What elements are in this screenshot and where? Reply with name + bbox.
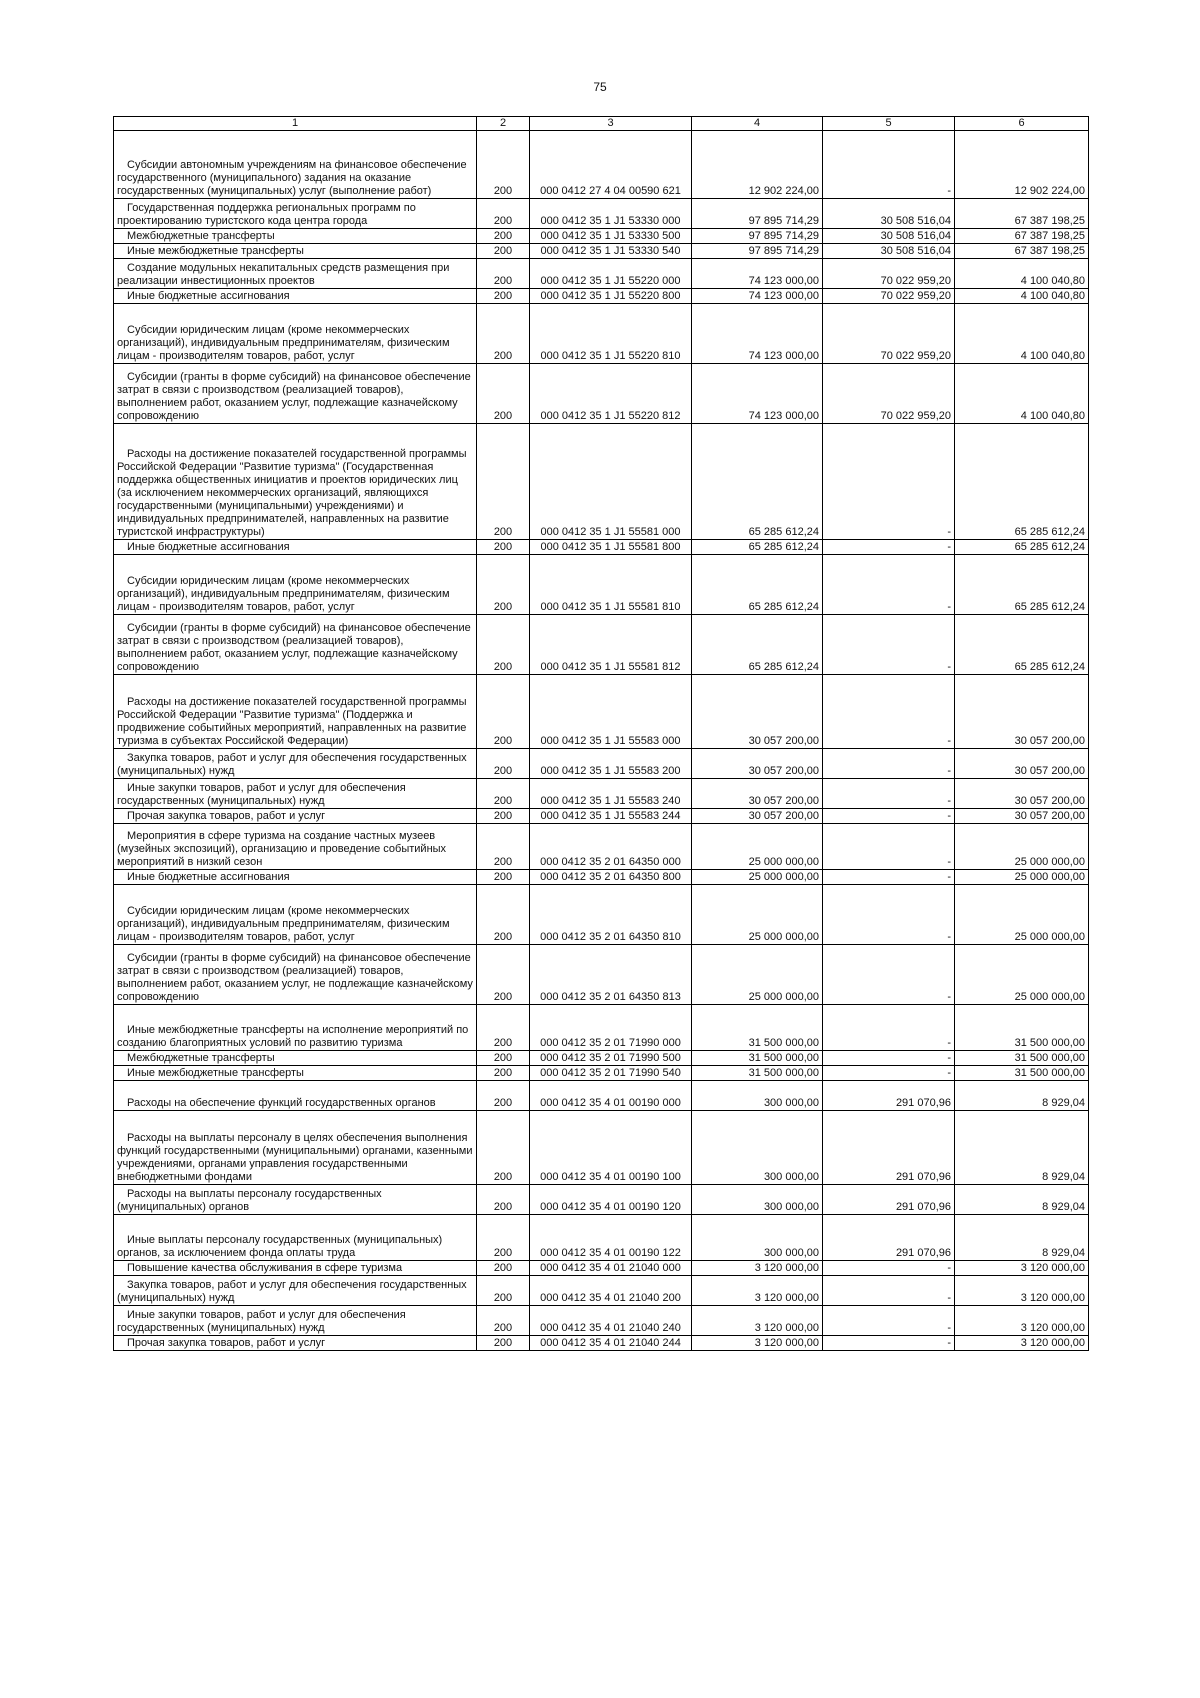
row-remaining: 3 120 000,00: [955, 1276, 1089, 1306]
row-name: [114, 229, 477, 244]
row-name-text: Субсидии автономным учреждениям на финансовое обеспечение государственного (муниципального) задания на оказание государственных (муниципальных) услуг (выполнение работ): [117, 159, 467, 197]
row-remaining: 31 500 000,00: [955, 1005, 1089, 1051]
row-executed: 70 022 959,20: [823, 304, 955, 364]
row-kbk: 000 0412 35 4 01 00190 122: [530, 1215, 692, 1261]
row-kbk: 000 0412 35 4 01 00190 000: [530, 1081, 692, 1111]
row-approved: 3 120 000,00: [692, 1276, 823, 1306]
row-name-text: Повышение качества обслуживания в сфере туризма: [127, 1262, 403, 1274]
row-executed: -: [823, 779, 955, 809]
row-kbk: 000 0412 35 1 J1 55583 200: [530, 749, 692, 779]
table-row: [114, 809, 1089, 824]
row-name-text: Субсидии юридическим лицам (кроме некоммерческих организаций), индивидуальным предпринимателям, физическим лицам - производителям товаров, работ, услуг: [117, 575, 450, 613]
row-remaining: 3 120 000,00: [955, 1306, 1089, 1336]
row-approved: 30 057 200,00: [692, 749, 823, 779]
row-name: [114, 945, 477, 1005]
row-kbk: 000 0412 35 2 01 64350 000: [530, 824, 692, 870]
row-executed: -: [823, 885, 955, 945]
row-name: [114, 1051, 477, 1066]
row-remaining: 3 120 000,00: [955, 1261, 1089, 1276]
row-approved: 300 000,00: [692, 1111, 823, 1185]
row-executed: -: [823, 1336, 955, 1351]
row-kbk: 000 0412 35 2 01 71990 000: [530, 1005, 692, 1051]
row-executed: -: [823, 1276, 955, 1306]
row-kbk: 000 0412 35 1 J1 55583 000: [530, 675, 692, 749]
row-code: 200: [477, 1261, 530, 1276]
row-name-text: Прочая закупка товаров, работ и услуг: [127, 810, 326, 822]
row-executed: -: [823, 809, 955, 824]
row-remaining: 25 000 000,00: [955, 870, 1089, 885]
row-kbk: 000 0412 35 4 01 00190 100: [530, 1111, 692, 1185]
row-approved: 300 000,00: [692, 1081, 823, 1111]
row-executed: -: [823, 1051, 955, 1066]
table-row: [114, 1276, 1089, 1306]
row-remaining: 4 100 040,80: [955, 289, 1089, 304]
header-col-2: 2: [477, 117, 530, 131]
row-approved: 30 057 200,00: [692, 809, 823, 824]
row-kbk: 000 0412 35 1 J1 53330 000: [530, 199, 692, 229]
row-name-text: Субсидии (гранты в форме субсидий) на финансовое обеспечение затрат в связи с производством (реализацией товаров), выполнением работ, оказанием услуг, подлежащие казначейскому сопровождению: [117, 622, 471, 673]
row-remaining: 65 285 612,24: [955, 555, 1089, 615]
row-executed: -: [823, 945, 955, 1005]
row-approved: 97 895 714,29: [692, 244, 823, 259]
row-approved: 3 120 000,00: [692, 1306, 823, 1336]
page-number: 75: [593, 80, 607, 94]
row-approved: 31 500 000,00: [692, 1051, 823, 1066]
header-col-6: 6: [955, 117, 1089, 131]
row-remaining: 25 000 000,00: [955, 885, 1089, 945]
table-row: [114, 615, 1089, 675]
row-name: [114, 779, 477, 809]
table-row: [114, 1111, 1089, 1185]
row-approved: 12 902 224,00: [692, 131, 823, 199]
row-code: 200: [477, 424, 530, 540]
row-remaining: 3 120 000,00: [955, 1336, 1089, 1351]
row-code: 200: [477, 229, 530, 244]
row-remaining: 4 100 040,80: [955, 259, 1089, 289]
row-name: [114, 824, 477, 870]
row-approved: 97 895 714,29: [692, 199, 823, 229]
table-row: [114, 229, 1089, 244]
row-code: 200: [477, 199, 530, 229]
row-name: [114, 199, 477, 229]
row-name: [114, 540, 477, 555]
row-executed: -: [823, 1066, 955, 1081]
row-name: [114, 259, 477, 289]
table-row: [114, 1066, 1089, 1081]
row-name-text: Закупка товаров, работ и услуг для обеспечения государственных (муниципальных) нужд: [117, 752, 467, 777]
row-remaining: 25 000 000,00: [955, 824, 1089, 870]
row-executed: 70 022 959,20: [823, 364, 955, 424]
row-code: 200: [477, 675, 530, 749]
row-remaining: 67 387 198,25: [955, 229, 1089, 244]
row-name-text: Расходы на достижение показателей государственной программы Российской Федерации "Развитие туризма" (Поддержка и продвижение событийных мероприятий, направленных на развитие туризма в субъектах Российской Федерации): [117, 696, 467, 747]
row-remaining: 4 100 040,80: [955, 364, 1089, 424]
row-executed: 291 070,96: [823, 1185, 955, 1215]
row-executed: 291 070,96: [823, 1111, 955, 1185]
row-executed: 291 070,96: [823, 1215, 955, 1261]
table-row: [114, 870, 1089, 885]
row-executed: -: [823, 424, 955, 540]
row-code: 200: [477, 1111, 530, 1185]
row-name: [114, 1276, 477, 1306]
row-name-text: Государственная поддержка региональных программ по проектированию туристского кода центра города: [117, 202, 416, 227]
row-name-text: Субсидии (гранты в форме субсидий) на финансовое обеспечение затрат в связи с производством (реализацией) товаров, выполнением работ, оказанием услуг, не подлежащие казначейскому сопровождению: [117, 952, 473, 1003]
row-code: 200: [477, 1215, 530, 1261]
table-row: [114, 199, 1089, 229]
row-code: 200: [477, 885, 530, 945]
row-approved: 65 285 612,24: [692, 424, 823, 540]
header-col-5: 5: [823, 117, 955, 131]
row-kbk: 000 0412 27 4 04 00590 621: [530, 131, 692, 199]
row-executed: 30 508 516,04: [823, 229, 955, 244]
row-name: [114, 1066, 477, 1081]
row-kbk: 000 0412 35 4 01 00190 120: [530, 1185, 692, 1215]
row-executed: -: [823, 749, 955, 779]
row-name: [114, 675, 477, 749]
row-remaining: 65 285 612,24: [955, 540, 1089, 555]
row-kbk: 000 0412 35 1 J1 53330 500: [530, 229, 692, 244]
table-row: [114, 749, 1089, 779]
row-name: [114, 1005, 477, 1051]
row-executed: 30 508 516,04: [823, 244, 955, 259]
row-remaining: 31 500 000,00: [955, 1066, 1089, 1081]
row-code: 200: [477, 779, 530, 809]
row-kbk: 000 0412 35 1 J1 55220 812: [530, 364, 692, 424]
row-code: 200: [477, 259, 530, 289]
table-row: [114, 131, 1089, 199]
row-name-text: Мероприятия в сфере туризма на создание частных музеев (музейных экспозиций), организацию и проведение событийных мероприятий в низкий сезон: [117, 830, 447, 868]
row-code: 200: [477, 1081, 530, 1111]
row-name: [114, 1185, 477, 1215]
row-code: 200: [477, 1185, 530, 1215]
row-name-text: Иные выплаты персоналу государственных (муниципальных) органов, за исключением фонда оплаты труда: [117, 1234, 443, 1259]
row-executed: 70 022 959,20: [823, 259, 955, 289]
row-approved: 25 000 000,00: [692, 870, 823, 885]
table-row: [114, 1005, 1089, 1051]
row-approved: 65 285 612,24: [692, 555, 823, 615]
row-name: [114, 1081, 477, 1111]
row-approved: 74 123 000,00: [692, 364, 823, 424]
table-row: [114, 555, 1089, 615]
row-approved: 65 285 612,24: [692, 615, 823, 675]
table-row: [114, 1336, 1089, 1351]
row-name-text: Субсидии (гранты в форме субсидий) на финансовое обеспечение затрат в связи с производством (реализацией товаров), выполнением работ, оказанием услуг, подлежащие казначейскому сопровождению: [117, 371, 471, 422]
row-executed: -: [823, 870, 955, 885]
row-approved: 25 000 000,00: [692, 885, 823, 945]
row-kbk: 000 0412 35 4 01 21040 200: [530, 1276, 692, 1306]
row-remaining: 30 057 200,00: [955, 809, 1089, 824]
row-remaining: 8 929,04: [955, 1111, 1089, 1185]
row-name: [114, 1306, 477, 1336]
row-remaining: 65 285 612,24: [955, 615, 1089, 675]
row-code: 200: [477, 1051, 530, 1066]
row-code: 200: [477, 1306, 530, 1336]
table-row: [114, 259, 1089, 289]
header-col-1: 1: [114, 117, 477, 131]
table-row: [114, 885, 1089, 945]
row-code: 200: [477, 945, 530, 1005]
row-executed: 30 508 516,04: [823, 199, 955, 229]
row-executed: -: [823, 1005, 955, 1051]
row-code: 200: [477, 131, 530, 199]
row-approved: 31 500 000,00: [692, 1005, 823, 1051]
row-kbk: 000 0412 35 2 01 64350 810: [530, 885, 692, 945]
row-remaining: 8 929,04: [955, 1185, 1089, 1215]
budget-table-body: [114, 117, 1089, 1351]
row-kbk: 000 0412 35 1 J1 55581 800: [530, 540, 692, 555]
row-approved: 31 500 000,00: [692, 1066, 823, 1081]
row-kbk: 000 0412 35 1 J1 55581 812: [530, 615, 692, 675]
row-code: 200: [477, 1066, 530, 1081]
row-code: 200: [477, 555, 530, 615]
row-name: [114, 885, 477, 945]
row-code: 200: [477, 870, 530, 885]
row-code: 200: [477, 749, 530, 779]
row-name-text: Создание модульных некапитальных средств размещения при реализации инвестиционных проектов: [117, 262, 450, 287]
row-name-text: Межбюджетные трансферты: [127, 1052, 275, 1064]
row-name: [114, 555, 477, 615]
row-name-text: Иные межбюджетные трансферты: [127, 245, 304, 257]
row-remaining: 31 500 000,00: [955, 1051, 1089, 1066]
row-name-text: Иные межбюджетные трансферты на исполнение мероприятий по созданию благоприятных условий по развитию туризма: [117, 1024, 469, 1049]
row-name: [114, 1261, 477, 1276]
row-remaining: 67 387 198,25: [955, 244, 1089, 259]
row-name-text: Расходы на обеспечение функций государственных органов: [127, 1097, 436, 1109]
header-col-3: 3: [530, 117, 692, 131]
table-row: [114, 675, 1089, 749]
row-name: [114, 289, 477, 304]
row-approved: 3 120 000,00: [692, 1336, 823, 1351]
table-row: [114, 1051, 1089, 1066]
table-row: [114, 540, 1089, 555]
row-code: 200: [477, 289, 530, 304]
row-executed: 70 022 959,20: [823, 289, 955, 304]
row-remaining: 4 100 040,80: [955, 304, 1089, 364]
row-kbk: 000 0412 35 1 J1 55581 000: [530, 424, 692, 540]
table-row: [114, 364, 1089, 424]
row-executed: 291 070,96: [823, 1081, 955, 1111]
row-remaining: 25 000 000,00: [955, 945, 1089, 1005]
row-remaining: 30 057 200,00: [955, 749, 1089, 779]
table-row: [114, 289, 1089, 304]
table-row: [114, 1081, 1089, 1111]
row-kbk: 000 0412 35 4 01 21040 000: [530, 1261, 692, 1276]
row-remaining: 67 387 198,25: [955, 199, 1089, 229]
row-name-text: Иные бюджетные ассигнования: [127, 290, 290, 302]
row-kbk: 000 0412 35 1 J1 55583 244: [530, 809, 692, 824]
table-row: [114, 304, 1089, 364]
row-kbk: 000 0412 35 2 01 71990 540: [530, 1066, 692, 1081]
table-row: [114, 945, 1089, 1005]
row-name: [114, 364, 477, 424]
row-name-text: Иные бюджетные ассигнования: [127, 541, 290, 553]
row-approved: 25 000 000,00: [692, 945, 823, 1005]
row-name: [114, 1111, 477, 1185]
row-kbk: 000 0412 35 1 J1 55581 810: [530, 555, 692, 615]
row-approved: 74 123 000,00: [692, 259, 823, 289]
row-kbk: 000 0412 35 1 J1 55220 800: [530, 289, 692, 304]
row-name: [114, 809, 477, 824]
row-name-text: Иные закупки товаров, работ и услуг для обеспечения государственных (муниципальных) нужд: [117, 1309, 406, 1334]
row-name-text: Закупка товаров, работ и услуг для обеспечения государственных (муниципальных) нужд: [117, 1279, 467, 1304]
row-kbk: 000 0412 35 2 01 71990 500: [530, 1051, 692, 1066]
row-code: 200: [477, 1005, 530, 1051]
row-approved: 65 285 612,24: [692, 540, 823, 555]
row-name-text: Субсидии юридическим лицам (кроме некоммерческих организаций), индивидуальным предпринимателям, физическим лицам - производителям товаров, работ, услуг: [117, 324, 450, 362]
row-approved: 3 120 000,00: [692, 1261, 823, 1276]
row-name-text: Иные межбюджетные трансферты: [127, 1067, 304, 1079]
table-row: [114, 779, 1089, 809]
row-executed: -: [823, 824, 955, 870]
row-kbk: 000 0412 35 4 01 21040 244: [530, 1336, 692, 1351]
row-code: 200: [477, 824, 530, 870]
table-row: [114, 824, 1089, 870]
row-code: 200: [477, 1336, 530, 1351]
row-code: 200: [477, 1276, 530, 1306]
row-name-text: Межбюджетные трансферты: [127, 230, 275, 242]
row-approved: 74 123 000,00: [692, 289, 823, 304]
table-row: [114, 244, 1089, 259]
row-executed: -: [823, 615, 955, 675]
row-kbk: 000 0412 35 2 01 64350 800: [530, 870, 692, 885]
header-col-4: 4: [692, 117, 823, 131]
table-row: [114, 424, 1089, 540]
row-kbk: 000 0412 35 1 J1 55220 000: [530, 259, 692, 289]
table-row: [114, 1261, 1089, 1276]
row-approved: 30 057 200,00: [692, 675, 823, 749]
row-code: 200: [477, 615, 530, 675]
row-kbk: 000 0412 35 4 01 21040 240: [530, 1306, 692, 1336]
row-name-text: Иные закупки товаров, работ и услуг для обеспечения государственных (муниципальных) нужд: [117, 782, 406, 807]
row-name-text: Иные бюджетные ассигнования: [127, 871, 290, 883]
row-remaining: 30 057 200,00: [955, 675, 1089, 749]
row-name: [114, 749, 477, 779]
row-remaining: 30 057 200,00: [955, 779, 1089, 809]
row-executed: -: [823, 675, 955, 749]
table-row: [114, 1306, 1089, 1336]
row-executed: -: [823, 540, 955, 555]
row-kbk: 000 0412 35 1 J1 55583 240: [530, 779, 692, 809]
row-name: [114, 131, 477, 199]
row-code: 200: [477, 364, 530, 424]
row-code: 200: [477, 540, 530, 555]
row-code: 200: [477, 304, 530, 364]
row-remaining: 65 285 612,24: [955, 424, 1089, 540]
table-header-row: [114, 117, 1089, 131]
row-kbk: 000 0412 35 2 01 64350 813: [530, 945, 692, 1005]
table-row: [114, 1185, 1089, 1215]
row-name-text: Расходы на выплаты персоналу в целях обеспечения выполнения функций государственными (муниципальными) органами, казенными учреждениями, органами управления государственными внебюджетными фондами: [117, 1132, 473, 1183]
row-kbk: 000 0412 35 1 J1 53330 540: [530, 244, 692, 259]
row-executed: -: [823, 1261, 955, 1276]
table-row: [114, 1215, 1089, 1261]
row-code: 200: [477, 244, 530, 259]
row-name: [114, 870, 477, 885]
row-approved: 25 000 000,00: [692, 824, 823, 870]
row-name: [114, 304, 477, 364]
row-code: 200: [477, 809, 530, 824]
row-name: [114, 1336, 477, 1351]
row-name-text: Расходы на достижение показателей государственной программы Российской Федерации "Развитие туризма" (Государственная поддержка общественных инициатив и проектов юридических лиц (за исключением некоммерческих организаций, являющихся государственными (муниципальными) учреждениями) и индивидуальных предпринимателей, направленных на развитие туристской инфраструктуры): [117, 448, 467, 538]
row-name: [114, 615, 477, 675]
row-remaining: 8 929,04: [955, 1215, 1089, 1261]
row-approved: 74 123 000,00: [692, 304, 823, 364]
row-name-text: Расходы на выплаты персоналу государственных (муниципальных) органов: [117, 1188, 382, 1213]
budget-table: [113, 116, 1089, 1351]
row-approved: 97 895 714,29: [692, 229, 823, 244]
row-approved: 300 000,00: [692, 1215, 823, 1261]
row-approved: 30 057 200,00: [692, 779, 823, 809]
row-executed: -: [823, 131, 955, 199]
row-name: [114, 244, 477, 259]
row-executed: -: [823, 1306, 955, 1336]
row-name: [114, 424, 477, 540]
row-remaining: 12 902 224,00: [955, 131, 1089, 199]
row-name-text: Прочая закупка товаров, работ и услуг: [127, 1337, 326, 1349]
row-name: [114, 1215, 477, 1261]
row-kbk: 000 0412 35 1 J1 55220 810: [530, 304, 692, 364]
row-executed: -: [823, 555, 955, 615]
row-remaining: 8 929,04: [955, 1081, 1089, 1111]
row-approved: 300 000,00: [692, 1185, 823, 1215]
row-name-text: Субсидии юридическим лицам (кроме некоммерческих организаций), индивидуальным предпринимателям, физическим лицам - производителям товаров, работ, услуг: [117, 905, 450, 943]
